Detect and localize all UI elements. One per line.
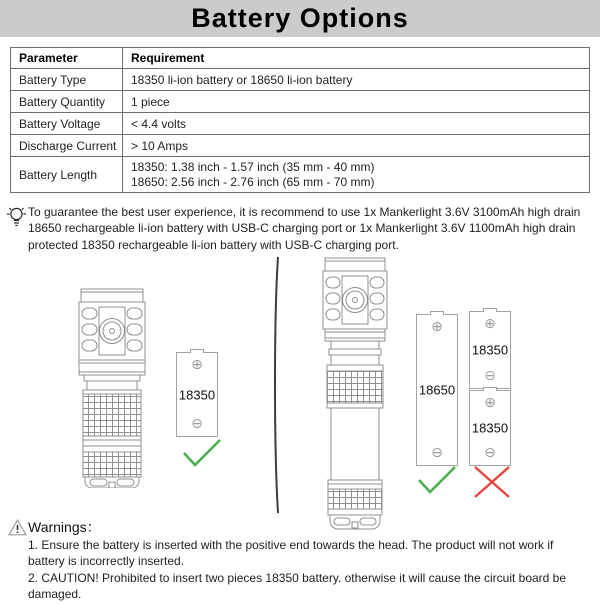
checkmark-icon xyxy=(178,437,224,471)
table-row xyxy=(11,91,590,113)
battery-size-label: 18350 xyxy=(471,420,509,436)
lightbulb-icon xyxy=(6,204,27,236)
battery-size-label: 18350 xyxy=(178,387,216,402)
param-cell: Battery Quantity xyxy=(11,91,123,113)
req-line-18350: 18350: 1.38 inch - 1.57 inch (35 mm - 40 mm) xyxy=(131,159,375,174)
warning-triangle-icon xyxy=(8,519,27,541)
req-line-18650: 18650: 2.56 inch - 2.76 inch (65 mm - 70 mm) xyxy=(131,174,375,189)
battery-terminal-tab xyxy=(190,349,204,353)
battery-size-label: 18350 xyxy=(471,342,509,358)
minus-terminal-icon: ⊖ xyxy=(484,445,496,461)
section-divider-line xyxy=(268,256,286,514)
battery-18350-stacked-bottom xyxy=(469,390,511,466)
battery-18350-single xyxy=(176,352,218,437)
table-row xyxy=(11,135,590,157)
flashlight-18350-illustration xyxy=(76,288,148,488)
req-cell: < 4.4 volts xyxy=(123,113,590,135)
table-row xyxy=(11,113,590,135)
warning-item: 2. CAUTION! Prohibited to insert two pieces 18350 battery. otherwise it will cause the circuit board be damaged. xyxy=(28,570,567,602)
warnings-title: Warnings： xyxy=(28,519,101,535)
req-cell: > 10 Amps xyxy=(123,135,590,157)
plus-terminal-icon: ⊕ xyxy=(484,395,496,411)
warning-item: 1. Ensure the battery is inserted with the positive end towards the head. The product will not work if battery is incorrectly inserted. xyxy=(28,538,554,569)
flashlight-18650-illustration xyxy=(321,257,389,531)
param-cell: Battery Length xyxy=(11,157,123,193)
battery-terminal-tab xyxy=(430,311,444,315)
battery-spec-table xyxy=(10,47,590,193)
cross-icon xyxy=(470,463,514,501)
battery-18650 xyxy=(416,314,458,466)
minus-terminal-icon: ⊖ xyxy=(431,445,443,461)
param-cell: Discharge Current xyxy=(11,135,123,157)
plus-terminal-icon: ⊕ xyxy=(431,319,443,335)
table-row xyxy=(11,157,590,193)
page-header xyxy=(0,0,600,37)
plus-terminal-icon: ⊕ xyxy=(484,316,496,332)
recommendation-note: To guarantee the best user experience, it is recommend to use 1x Mankerlight 3.6V 3100mAh high drain 18650 rechargeable li-ion battery with USB-C charging port or 1x Mankerlight 3.6V 1100mAh high drain protected 18350 rechargeable li-ion battery with USB-C charging port. xyxy=(28,205,581,252)
minus-terminal-icon: ⊖ xyxy=(484,368,496,384)
table-header-row xyxy=(11,48,590,69)
warnings-list xyxy=(28,537,590,603)
plus-terminal-icon: ⊕ xyxy=(191,357,203,373)
checkmark-icon xyxy=(413,464,459,498)
param-cell: Battery Type xyxy=(11,69,123,91)
param-cell: Battery Voltage xyxy=(11,113,123,135)
table-row xyxy=(11,69,590,91)
minus-terminal-icon: ⊖ xyxy=(191,416,203,432)
req-cell xyxy=(123,157,590,193)
battery-terminal-tab xyxy=(483,308,497,312)
battery-terminal-tab xyxy=(483,387,497,391)
req-cell: 1 piece xyxy=(123,91,590,113)
col-header-parameter: Parameter xyxy=(11,48,123,69)
col-header-requirement: Requirement xyxy=(123,48,590,69)
battery-size-label: 18650 xyxy=(418,382,456,398)
req-cell: 18350 li-ion battery or 18650 li-ion battery xyxy=(123,69,590,91)
battery-18350-stacked-top xyxy=(469,311,511,389)
page-title: Battery Options xyxy=(191,3,409,33)
